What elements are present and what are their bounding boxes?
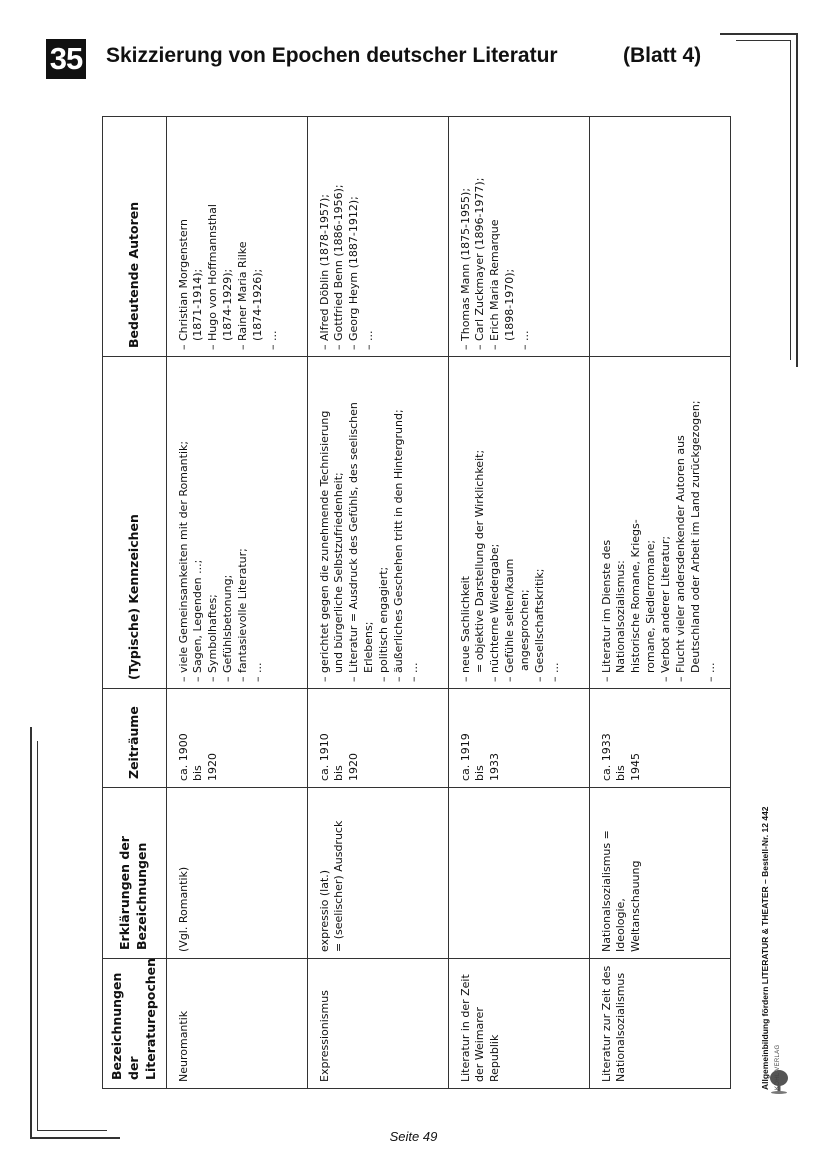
list-item: – Literatur im Dienste des [600, 363, 615, 682]
list-item: und bürgerliche Selbstzufriedenheit; [332, 472, 346, 673]
features-list [459, 363, 563, 682]
cell-epoch [307, 959, 448, 1089]
period-end: 1920 [347, 753, 361, 781]
frame-line-left [30, 727, 32, 1138]
cell-features [589, 357, 730, 689]
cell-features [166, 357, 307, 689]
list-item: – Hugo von Hoffmannsthal [206, 123, 221, 350]
period-to: bis [332, 765, 346, 781]
epochs-table-rotated [102, 117, 718, 1089]
cell-authors [448, 117, 589, 357]
authors-list [318, 123, 377, 350]
epoch-line: Literatur in der Zeit [458, 974, 472, 1082]
list-item: (1874-1926); [250, 268, 264, 341]
period-start: ca. 1933 [599, 733, 613, 781]
cell-period [307, 689, 448, 788]
list-item: – Literatur = Ausdruck des Gefühls, des seelischen [347, 363, 362, 682]
list-item: – ... [362, 123, 377, 350]
table-row [448, 117, 589, 1089]
period-end: 1945 [629, 753, 643, 781]
list-item: angesprochen; [518, 589, 531, 671]
cell-authors [166, 117, 307, 357]
list-item: – Symbolhaftes; [206, 363, 221, 682]
list-item: – fantasievolle Literatur; [236, 363, 251, 682]
list-item: – Carl Zuckmayer (1896-1977); [473, 123, 488, 350]
frame-line-right-inner [790, 40, 791, 360]
cell-explanation [589, 788, 730, 959]
explanation-text: (Vgl. Romantik) [176, 866, 190, 952]
worksheet-number: 35 [46, 39, 86, 79]
explanation-line: = (seelischer) Ausdruck [332, 820, 346, 952]
epoch-line: Republik [488, 1034, 502, 1082]
sheet-label: (Blatt 4) [623, 44, 702, 67]
list-item: – Rainer Maria Rilke [236, 123, 251, 350]
list-item: – Flucht vieler andersdenkender Autoren aus [674, 363, 689, 682]
explanation-line: expressio (lat.) [317, 869, 331, 952]
page-title: Skizzierung von Epochen deutscher Literatur [106, 44, 558, 67]
features-list [600, 363, 719, 682]
period-start: ca. 1910 [317, 733, 331, 781]
list-item: Deutschland oder Arbeit im Land zurückgezogen; [688, 400, 702, 673]
cell-explanation [307, 788, 448, 959]
period-start: ca. 1900 [176, 733, 190, 781]
list-item: – Gesellschaftskritik; [533, 363, 548, 682]
epochs-table [102, 116, 731, 1089]
list-item: – viele Gemeinsamkeiten mit der Romantik; [177, 363, 192, 682]
cell-authors [307, 117, 448, 357]
list-item: – Alfred Döblin (1878-1957); [318, 123, 333, 350]
period-to: bis [191, 765, 205, 781]
cell-features [448, 357, 589, 689]
cell-features [307, 357, 448, 689]
explanation-line: Ideologie, [614, 898, 628, 952]
epochs-table-wrapper [102, 117, 718, 1089]
list-item: – ... [251, 363, 266, 682]
features-list [318, 363, 422, 682]
list-item: – ... [266, 123, 281, 350]
header-features: (Typische) Kennzeichen [103, 357, 167, 689]
table-row [307, 117, 448, 1089]
list-item: – ... [518, 123, 533, 350]
period-end: 1933 [488, 753, 502, 781]
footer-imprint: Allgemeinbildung fördern LITERATUR & THEATER – Bestell-Nr. 12 442 [760, 806, 770, 1090]
header-epoch: Bezeichnungen der Literaturepochen [103, 959, 167, 1089]
cell-explanation [448, 788, 589, 959]
header-explanation: Erklärungen der Bezeichnungen [103, 788, 167, 959]
page-number: Seite 49 [389, 1129, 438, 1144]
list-item: – nüchterne Wiedergabe; [488, 363, 503, 682]
period-to: bis [614, 765, 628, 781]
epoch-name: Expressionismus [317, 990, 331, 1082]
list-item: – Gefühle selten/kaum [503, 363, 518, 682]
period-start: ca. 1919 [458, 733, 472, 781]
authors-list [459, 123, 533, 350]
list-item: Erlebens; [362, 621, 376, 673]
list-item: (1871-1914); [191, 268, 205, 341]
publisher-name: KOHL VERLAG [775, 1044, 781, 1090]
list-item: – Georg Heym (1887-1912); [347, 123, 362, 350]
cell-authors [589, 117, 730, 357]
list-item: (1874-1929); [221, 268, 235, 341]
frame-line-top [720, 33, 797, 35]
cell-explanation [166, 788, 307, 959]
list-item: – Christian Morgenstern [177, 123, 192, 350]
list-item: = objektive Darstellung der Wirklichkeit; [473, 449, 487, 673]
table-row [589, 117, 730, 1089]
explanation-line: Nationalsozialismus = [599, 830, 613, 952]
list-item: – ... [407, 363, 422, 682]
frame-line-right [796, 33, 798, 367]
epoch-line: der Weimarer [473, 1007, 487, 1082]
epoch-name: Neuromantik [176, 1010, 190, 1082]
list-item: – äußerliches Geschehen tritt in den Hintergrund; [392, 363, 407, 682]
list-item: – ... [704, 363, 719, 682]
list-item: historische Romane, Kriegs- [629, 519, 643, 673]
list-item: – gerichtet gegen die zunehmende Technisierung [318, 363, 333, 682]
cell-epoch [166, 959, 307, 1089]
list-item: – Verbot anderer Literatur; [659, 363, 674, 682]
frame-line-left-inner [37, 741, 38, 1131]
list-item: – ... [548, 363, 563, 682]
list-item: (1898-1970); [503, 268, 517, 341]
cell-epoch [589, 959, 730, 1089]
epoch-line: Literatur zur Zeit des [599, 965, 613, 1082]
cell-epoch [448, 959, 589, 1089]
list-item: – Erich Maria Remarque [488, 123, 503, 350]
header-authors: Bedeutende Autoren [103, 117, 167, 357]
list-item: – Thomas Mann (1875-1955); [459, 123, 474, 350]
list-item: – politisch engagiert; [377, 363, 392, 682]
cell-period [448, 689, 589, 788]
header-period: Zeiträume [103, 689, 167, 788]
frame-line-top-inner [736, 40, 791, 41]
list-item: – neue Sachlichkeit [459, 363, 474, 682]
table-row [166, 117, 307, 1089]
list-item: – Gefühlsbetonung; [221, 363, 236, 682]
authors-list [177, 123, 281, 350]
list-item: Nationalsozialismus: [614, 560, 628, 673]
table-header-row [103, 117, 167, 1089]
cell-period [589, 689, 730, 788]
list-item: romane, Siedlerromane; [644, 539, 658, 673]
period-to: bis [473, 765, 487, 781]
list-item: – Sagen, Legenden ...; [191, 363, 206, 682]
period-end: 1920 [206, 753, 220, 781]
features-list [177, 363, 266, 682]
cell-period [166, 689, 307, 788]
explanation-line: Weltanschauung [629, 860, 643, 952]
epoch-line: Nationalsozialismus [614, 972, 628, 1082]
list-item: – Gottfried Benn (1886-1956); [332, 123, 347, 350]
